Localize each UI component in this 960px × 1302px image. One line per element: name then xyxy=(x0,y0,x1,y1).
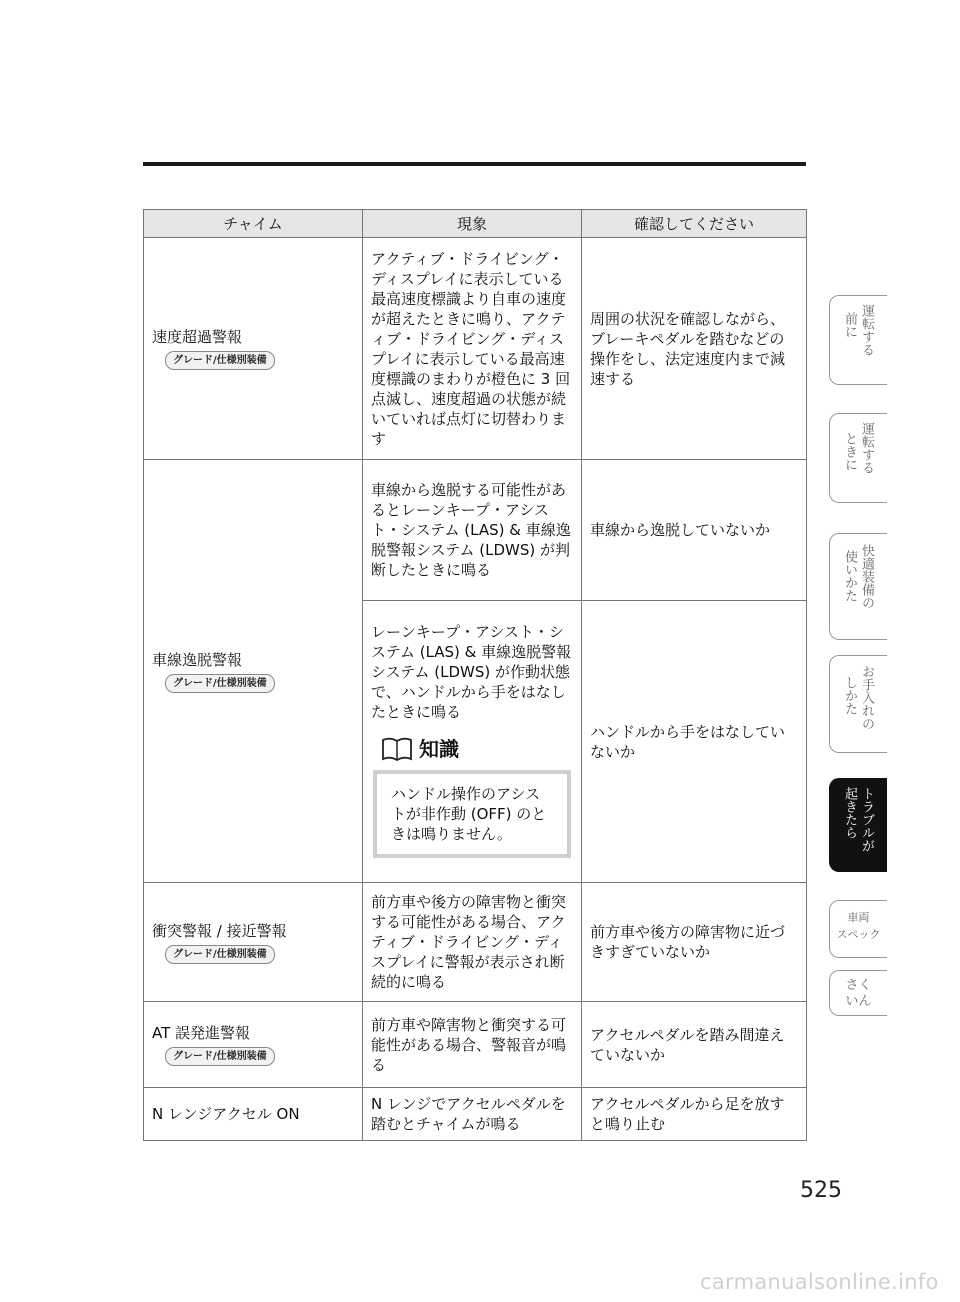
table-header-row xyxy=(144,210,807,238)
knowledge-box: ハンドル操作のアシストが非作動 (OFF) のときは鳴りません。 xyxy=(373,770,571,858)
grade-badge: グレード/仕様別装備 xyxy=(165,1047,275,1066)
phenomenon-text: レーンキープ・アシスト・システム (LAS) & 車線逸脱警報システム (LDWS) が作動状態 で、ハンドルから手をはなしたときに鳴る xyxy=(371,622,572,721)
table-row xyxy=(144,883,807,1002)
phenomenon-cell: 車線から逸脱する可能性があるとレーンキープ・アシスト・システム (LAS) & 車線逸脱警報システム (LDWS) が判断したときに鳴る xyxy=(363,460,582,601)
check-cell: アクセルペダルから足を放すと鳴り止む xyxy=(582,1088,807,1141)
header-check: 確認してください xyxy=(582,210,807,238)
grade-badge: グレード/仕様別装備 xyxy=(165,945,275,964)
grade-badge: グレード/仕様別装備 xyxy=(165,674,275,693)
check-cell: アクセルペダルを踏み間違えていないか xyxy=(582,1002,807,1088)
table-row xyxy=(144,460,807,601)
knowledge-heading xyxy=(381,736,573,762)
chime-name: 速度超過警報 xyxy=(152,328,243,346)
top-rule xyxy=(143,162,806,166)
chime-cell xyxy=(144,883,363,1002)
watermark: carmanualsonline.info xyxy=(700,1270,939,1294)
check-cell: 前方車や後方の障害物に近づきすぎていないか xyxy=(582,883,807,1002)
chime-cell xyxy=(144,460,363,883)
tab-index[interactable]: さく いん xyxy=(829,970,887,1016)
tab-before-driving[interactable]: 運転する 前に xyxy=(829,295,887,385)
tab-while-driving[interactable]: 運転する ときに xyxy=(829,413,887,503)
phenomenon-cell: 前方車や後方の障害物と衝突する可能性がある場合、アクティブ・ドライビング・ディスプレイに警報が表示され断続的に鳴る xyxy=(363,883,582,1002)
phenomenon-cell: 前方車や障害物と衝突する可能性がある場合、警報音が鳴る xyxy=(363,1002,582,1088)
chime-name: 車線逸脱警報 xyxy=(152,650,243,669)
phenomenon-cell: アクティブ・ドライビング・ディスプレイに表示している最高速度標識より自車の速度が超えたときに鳴り、アクティブ・ドライビング・ディスプレイに表示している最高速度標識のまわりが橙色に 3 回点滅し、速度超過の状態が続いていれば点灯に切替わります xyxy=(363,238,582,460)
phenomenon-cell xyxy=(363,601,582,883)
chime-name: 衝突警報 / 接近警報 xyxy=(152,921,287,940)
tab-vehicle-specs[interactable]: 車両 スペック xyxy=(829,900,887,958)
check-cell: 車線から逸脱していないか xyxy=(582,460,807,601)
chime-cell xyxy=(144,1002,363,1088)
chime-cell xyxy=(144,238,363,460)
book-icon xyxy=(381,736,413,762)
header-chime: チャイム xyxy=(144,210,363,238)
chime-name: AT 誤発進警報 xyxy=(152,1024,251,1042)
grade-badge: グレード/仕様別装備 xyxy=(165,351,275,370)
header-phenomenon: 現象 xyxy=(363,210,582,238)
tab-troubleshooting[interactable]: トラブルが 起きたら xyxy=(829,778,887,872)
table-row xyxy=(144,238,807,460)
check-cell: ハンドルから手をはなしていないか xyxy=(582,601,807,883)
table-row xyxy=(144,1002,807,1088)
phenomenon-cell: N レンジでアクセルペダルを踏むとチャイムが鳴る xyxy=(363,1088,582,1141)
tab-comfort-equipment[interactable]: 快適装備の 使いかた xyxy=(829,533,887,640)
chime-cell: N レンジアクセル ON xyxy=(144,1088,363,1141)
chime-warning-table xyxy=(143,209,807,1141)
tab-maintenance[interactable]: お手入れの しかた xyxy=(829,655,887,753)
table-row xyxy=(144,1088,807,1141)
page-number: 525 xyxy=(800,1178,842,1203)
knowledge-title: 知識 xyxy=(419,736,459,761)
check-cell: 周囲の状況を確認しながら、ブレーキペダルを踏むなどの操作をし、法定速度内まで減速する xyxy=(582,238,807,460)
